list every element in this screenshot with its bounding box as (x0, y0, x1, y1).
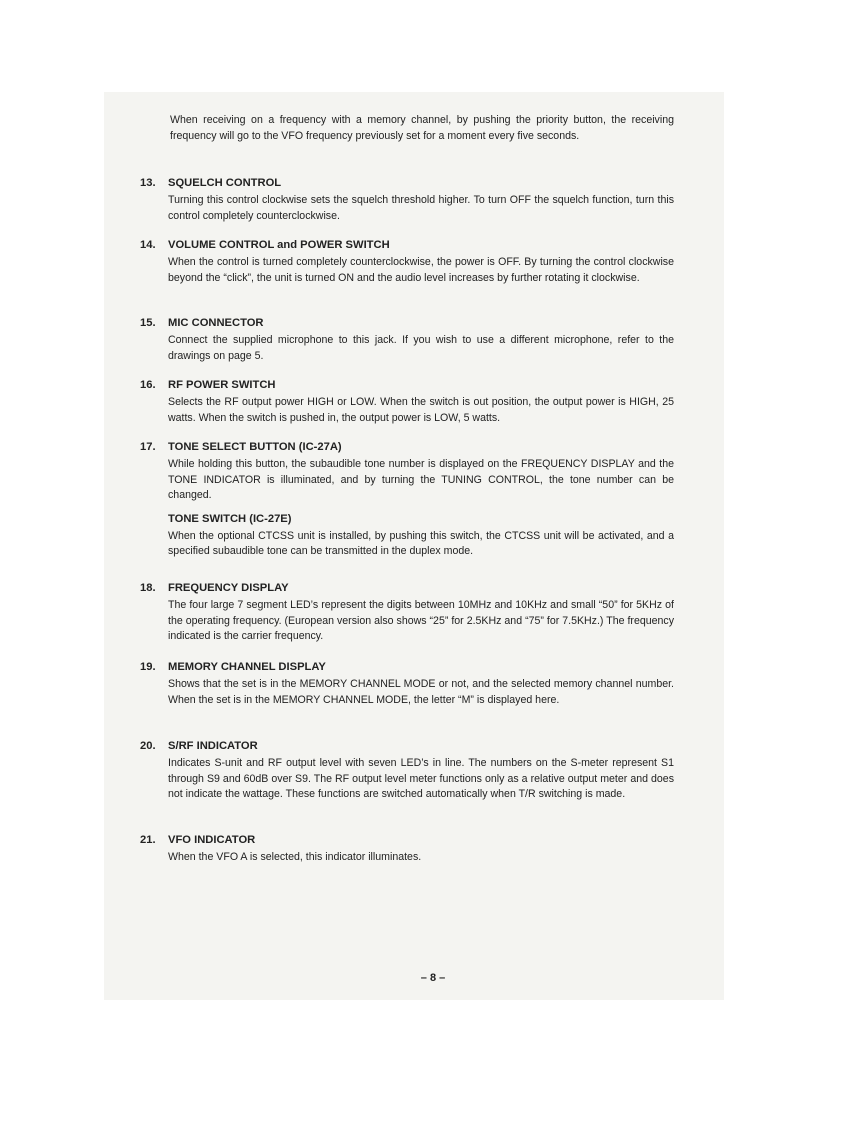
section-body: Shows that the set is in the MEMORY CHANNEL MODE or not, and the selected memory channel number. When the set is in the MEMORY CHANNEL MODE, the letter “M” is displayed here. (168, 678, 674, 706)
section-heading (140, 378, 674, 393)
section-heading (140, 316, 674, 331)
section-body: When the VFO A is selected, this indicator illuminates. (168, 851, 422, 863)
section-rf-power-switch (140, 378, 674, 426)
subsection-title: TONE SWITCH (IC-27E) (168, 512, 292, 525)
section-volume-control (140, 238, 674, 286)
section-title: FREQUENCY DISPLAY (168, 582, 289, 594)
section-heading (140, 739, 674, 754)
section-body: Turning this control clockwise sets the squelch threshold higher. To turn OFF the squelch function, turn this control completely counterclockwise. (168, 194, 674, 222)
section-title: TONE SELECT BUTTON (IC-27A) (168, 441, 342, 453)
section-squelch-control (140, 176, 674, 224)
section-heading (140, 176, 674, 191)
section-title: VFO INDICATOR (168, 834, 256, 846)
section-heading (140, 833, 674, 848)
section-s-rf-indicator (140, 739, 674, 803)
section-body: While holding this button, the subaudible tone number is displayed on the FREQUENCY DISPLAY and the TONE INDICATOR is illuminated, and by turning the TUNING CONTROL, the tone number can be changed. (168, 458, 674, 501)
section-body: Indicates S-unit and RF output level with seven LED’s in line. The numbers on the S-meter represent S1 through S9 and 60dB over S9. The RF output level meter functions only as a relative output meter and does not indicate the wattage. These functions are switched automatically when T/R switching is made. (168, 757, 674, 800)
section-body: Selects the RF output power HIGH or LOW. When the switch is out position, the output power is HIGH, 25 watts. When the switch is pushed in, the output power is LOW, 5 watts. (168, 396, 674, 424)
section-number: 13. (140, 177, 156, 189)
section-number: 15. (140, 317, 156, 329)
section-memory-channel-display (140, 660, 674, 708)
section-body: When the control is turned completely counterclockwise, the power is OFF. By turning the control clockwise beyond the “click”, the unit is turned ON and the audio level increases by further rotating it clockwise. (168, 256, 674, 284)
section-number: 18. (140, 582, 156, 594)
section-body: Connect the supplied microphone to this jack. If you wish to use a different microphone, refer to the drawings on page 5. (168, 334, 674, 362)
section-number: 19. (140, 661, 156, 673)
section-number: 16. (140, 379, 156, 391)
section-mic-connector (140, 316, 674, 364)
section-title: RF POWER SWITCH (168, 379, 276, 391)
section-number: 17. (140, 441, 156, 453)
section-heading (140, 660, 674, 675)
section-title: SQUELCH CONTROL (168, 177, 282, 189)
section-heading (140, 440, 674, 455)
section-body: The four large 7 segment LED’s represent the digits between 10MHz and 10KHz and small “50” for 5KHz of the operating frequency. (European version also shows “25” for 2.5KHz and “75” for 7.5KHz.) The frequency indicated is the carrier frequency. (168, 599, 674, 642)
section-tone-select-button (140, 440, 674, 560)
section-heading (140, 238, 674, 253)
section-title: VOLUME CONTROL and POWER SWITCH (168, 239, 390, 251)
section-frequency-display (140, 581, 674, 645)
intro-paragraph: When receiving on a frequency with a memory channel, by pushing the priority button, the receiving frequency will go to the VFO frequency previously set for a moment every five seconds. (170, 114, 674, 142)
section-number: 14. (140, 239, 156, 251)
section-number: 21. (140, 834, 156, 846)
section-title: S/RF INDICATOR (168, 740, 258, 752)
section-vfo-indicator (140, 833, 674, 866)
page-number: – 8 – (420, 972, 446, 984)
section-heading (140, 581, 674, 596)
section-title: MIC CONNECTOR (168, 317, 264, 329)
section-number: 20. (140, 740, 156, 752)
subsection-body: When the optional CTCSS unit is installed, by pushing this switch, the CTCSS unit will be activated, and a specified subaudible tone can be transmitted in the duplex mode. (168, 529, 674, 557)
section-title: MEMORY CHANNEL DISPLAY (168, 661, 326, 673)
